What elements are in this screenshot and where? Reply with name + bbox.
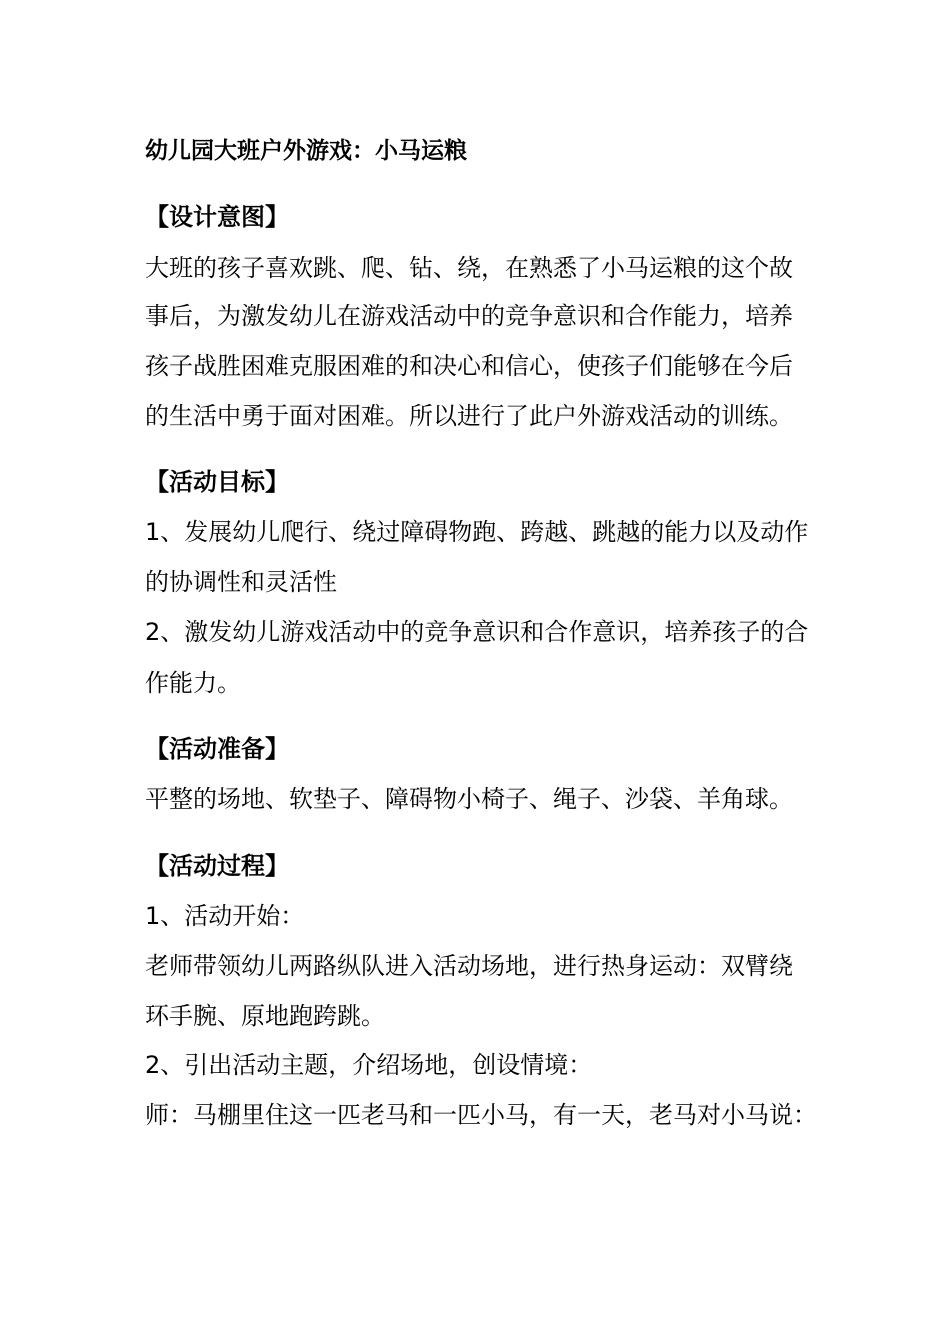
paragraph-line: 平整的场地、软垫子、障碍物小椅子、绳子、沙袋、羊角球。	[145, 785, 793, 813]
section-heading-design-intent: 【设计意图】	[145, 203, 289, 231]
section-heading-activity-goals: 【活动目标】	[145, 468, 289, 496]
paragraph-line: 2、激发幼儿游戏活动中的竞争意识和合作意识，培养孩子的合	[145, 618, 809, 646]
paragraph-line: 老师带领幼儿两路纵队进入活动场地，进行热身运动：双臂绕	[145, 952, 793, 980]
section-heading-activity-process: 【活动过程】	[145, 852, 289, 880]
paragraph-line: 的生活中勇于面对困难。所以进行了此户外游戏活动的训练。	[145, 402, 793, 430]
paragraph-line: 1、发展幼儿爬行、绕过障碍物跑、跨越、跳越的能力以及动作	[145, 518, 809, 546]
paragraph-line: 环手腕、原地跑跨跳。	[145, 1002, 385, 1030]
document-title: 幼儿园大班户外游戏：小马运粮	[145, 138, 467, 164]
paragraph-line: 事后，为激发幼儿在游戏活动中的竞争意识和合作能力，培养	[145, 302, 793, 330]
paragraph-line: 的协调性和灵活性	[145, 568, 337, 596]
paragraph-line: 大班的孩子喜欢跳、爬、钻、绕，在熟悉了小马运粮的这个故	[145, 254, 793, 282]
paragraph-line: 师：马棚里住这一匹老马和一匹小马，有一天，老马对小马说：	[145, 1101, 817, 1129]
paragraph-line: 2、引出活动主题，介绍场地，创设情境：	[145, 1051, 593, 1079]
paragraph-line: 1、活动开始：	[145, 902, 305, 930]
paragraph-line: 孩子战胜困难克服困难的和决心和信心，使孩子们能够在今后	[145, 352, 793, 380]
section-heading-activity-preparation: 【活动准备】	[145, 735, 289, 763]
paragraph-line: 作能力。	[145, 669, 241, 697]
